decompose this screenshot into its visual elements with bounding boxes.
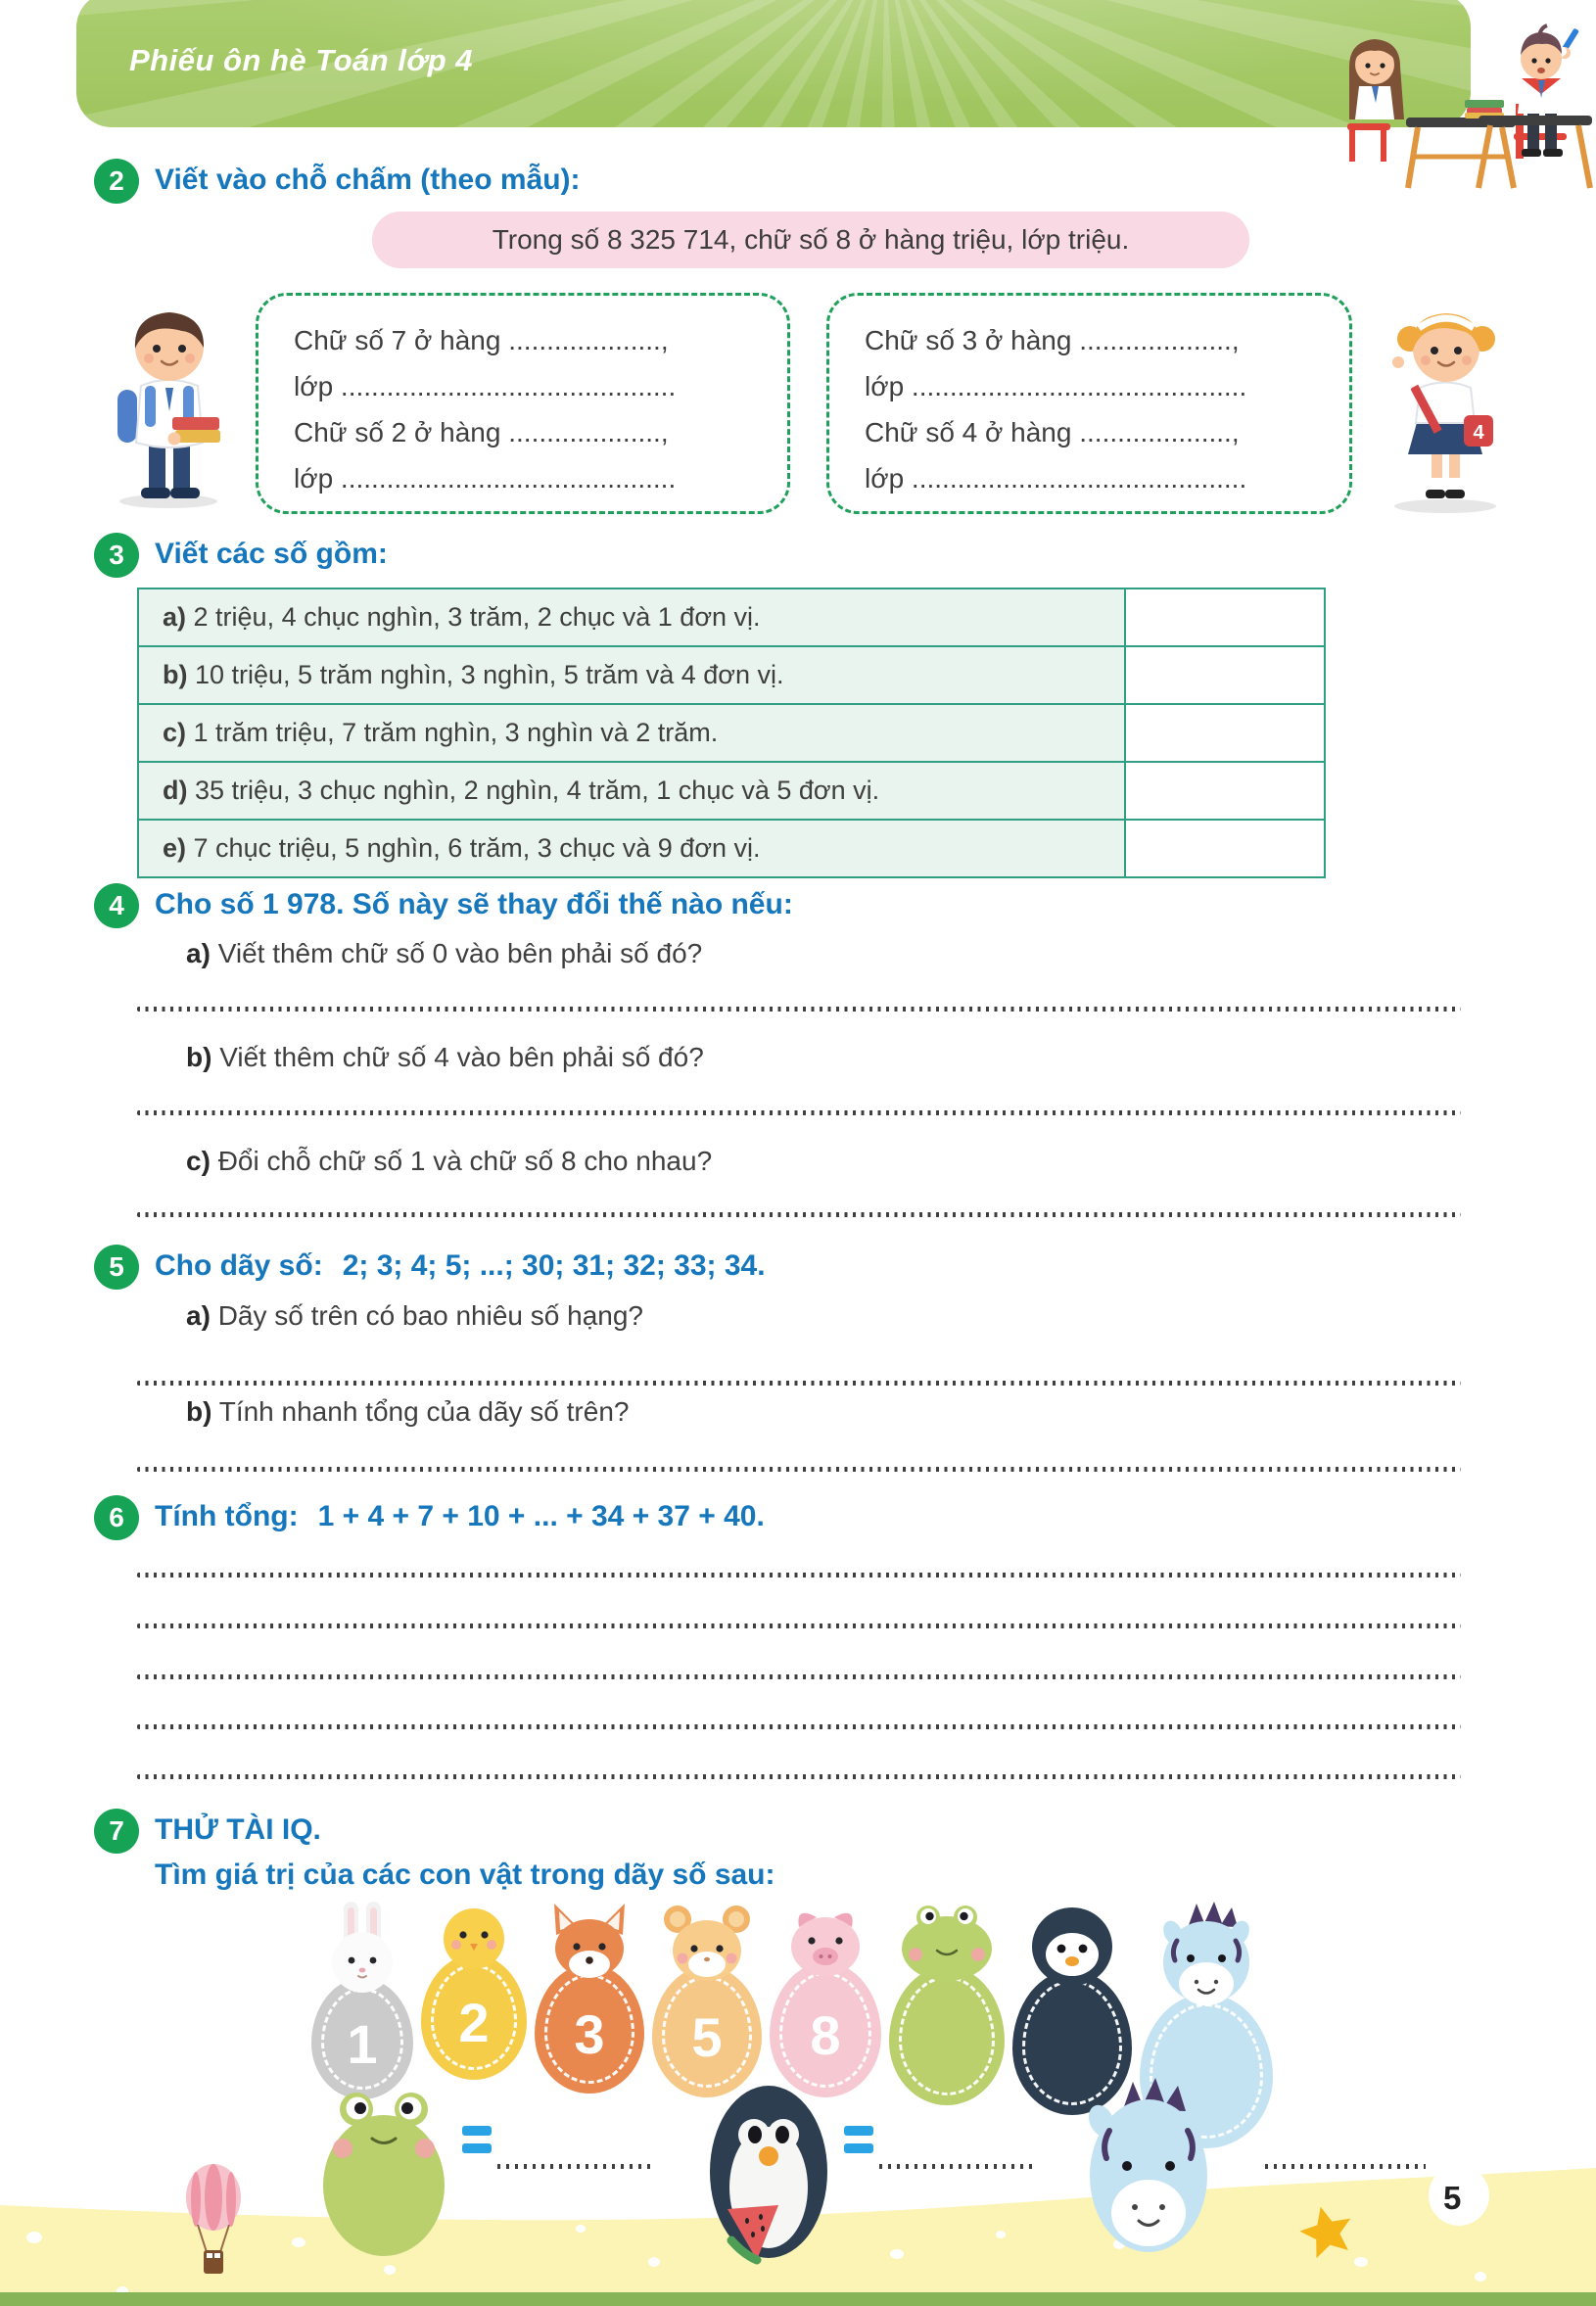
- exercise-7-title: THỬ TÀI IQ.: [155, 1813, 321, 1846]
- exercise-4-badge: 4: [94, 883, 139, 928]
- answer-line[interactable]: [137, 1007, 1461, 1012]
- star-icon: [1298, 2203, 1355, 2260]
- row-label: c): [163, 718, 187, 747]
- answer-line[interactable]: [137, 1573, 1461, 1577]
- exercise-2-title: Viết vào chỗ chấm (theo mẫu):: [155, 164, 581, 196]
- answer-cell[interactable]: [1125, 820, 1325, 877]
- fill-box-left[interactable]: [256, 293, 790, 514]
- exercise-3-title: Viết các số gồm:: [155, 538, 388, 570]
- row-text: 35 triệu, 3 chục nghìn, 2 nghìn, 4 trăm, 1 chục và 5 đơn vị.: [195, 776, 880, 805]
- animal-frog: [889, 1900, 1005, 2105]
- answer-dots[interactable]: [497, 2164, 652, 2169]
- answer-dots[interactable]: [1265, 2164, 1426, 2169]
- bottom-strip: [0, 2292, 1596, 2306]
- number-sequence: 2; 3; 4; 5; ...; 30; 31; 32; 33; 34.: [342, 1249, 766, 1282]
- answer-line[interactable]: [137, 1724, 1461, 1729]
- exercise-2-badge: 2: [94, 159, 139, 204]
- frog-icon: [315, 2084, 452, 2258]
- animal-pig: [770, 1900, 881, 2097]
- fill-line[interactable]: Chữ số 3 ở hàng ....................,: [865, 325, 1240, 355]
- answer-line[interactable]: [137, 1381, 1461, 1386]
- exercise-3-badge: 3: [94, 533, 139, 578]
- answer-line[interactable]: [137, 1774, 1461, 1779]
- row-label: e): [163, 833, 187, 863]
- girl-bag-label: 4: [1473, 422, 1484, 444]
- fill-line[interactable]: lớp ............................................: [865, 463, 1247, 494]
- example-box: Trong số 8 325 714, chữ số 8 ở hàng triệu, lớp triệu.: [372, 212, 1249, 268]
- animal-fox: [535, 1900, 644, 2094]
- question-5a: a) Dãy số trên có bao nhiêu số hạng?: [186, 1300, 643, 1331]
- watermelon-icon: [718, 2203, 786, 2266]
- table-row: [138, 646, 1325, 704]
- table-row: [138, 820, 1325, 877]
- question-4b: b) Viết thêm chữ số 4 vào bên phải số đó?: [186, 1042, 704, 1072]
- exercise-5-title: Cho dãy số: 2; 3; 4; 5; ...; 30; 31; 32; 33; 34.: [155, 1249, 766, 1282]
- zebra-icon: [1140, 1900, 1273, 2009]
- row-label: a): [163, 602, 187, 632]
- header-band: [76, 0, 1471, 127]
- exercise-5-badge: 5: [94, 1245, 139, 1290]
- hot-air-balloon-icon: [182, 2162, 245, 2280]
- answer-line[interactable]: [137, 1110, 1461, 1115]
- question-4c: c) Đổi chỗ chữ số 1 và chữ số 8 cho nhau?: [186, 1146, 713, 1176]
- animal-value-blank[interactable]: [889, 1966, 1005, 2105]
- row-text: 10 triệu, 5 trăm nghìn, 3 nghìn, 5 trăm và 4 đơn vị.: [195, 660, 784, 689]
- page-number: 5: [1443, 2180, 1462, 2216]
- answer-line[interactable]: [137, 1467, 1461, 1472]
- fox-icon: [535, 1900, 644, 1980]
- rabbit-icon: [311, 1900, 413, 1994]
- table-row: [138, 704, 1325, 762]
- pig-icon: [770, 1900, 881, 1978]
- fill-line[interactable]: lớp ............................................: [865, 371, 1247, 401]
- hamster-icon: [652, 1900, 762, 1982]
- page-title: Phiếu ôn hè Toán lớp 4: [129, 43, 474, 77]
- frog-icon: [889, 1900, 1005, 1982]
- exercise-7-subtitle: Tìm giá trị của các con vật trong dãy số sau:: [155, 1859, 775, 1891]
- fill-line[interactable]: lớp ............................................: [294, 463, 677, 494]
- exercise-4-title: Cho số 1 978. Số này sẽ thay đổi thế nào nếu:: [155, 888, 793, 920]
- animal-rabbit: [311, 1900, 413, 2099]
- animal-value: 2: [458, 1991, 490, 2053]
- sum-expression: 1 + 4 + 7 + 10 + ... + 34 + 37 + 40.: [317, 1500, 765, 1532]
- students-desk-illustration: [1320, 8, 1596, 196]
- row-text: 2 triệu, 4 chục nghìn, 3 trăm, 2 chục và 1 đơn vị.: [193, 602, 761, 632]
- exercise-6-title: Tính tổng: 1 + 4 + 7 + 10 + ... + 34 + 37 + 40.: [155, 1500, 765, 1532]
- exercise-6-badge: 6: [94, 1495, 139, 1540]
- answer-line[interactable]: [137, 1624, 1461, 1628]
- animal-value: 8: [810, 2003, 841, 2066]
- animal-hamster: [652, 1900, 762, 2097]
- fill-box-right[interactable]: [826, 293, 1352, 514]
- answer-cell[interactable]: [1125, 588, 1325, 646]
- fill-line[interactable]: Chữ số 4 ở hàng ....................,: [865, 417, 1240, 447]
- equals-sign: [462, 2123, 492, 2158]
- fill-line[interactable]: Chữ số 2 ở hàng ....................,: [294, 417, 669, 447]
- row-text: 7 chục triệu, 5 nghìn, 6 trăm, 3 chục và 9 đơn vị.: [193, 833, 761, 863]
- fill-line[interactable]: lớp ............................................: [294, 371, 677, 401]
- fill-line[interactable]: Chữ số 7 ở hàng ....................,: [294, 325, 669, 355]
- question-4a: a) Viết thêm chữ số 0 vào bên phải số đó?: [186, 938, 703, 968]
- chick-icon: [421, 1900, 527, 1970]
- equals-sign: [844, 2123, 873, 2158]
- table-row: [138, 762, 1325, 820]
- answer-dots[interactable]: [879, 2164, 1038, 2169]
- answer-cell[interactable]: [1125, 646, 1325, 704]
- animal-chick: [421, 1900, 527, 2080]
- animal-value: 5: [691, 2005, 723, 2068]
- answer-cell[interactable]: [1125, 704, 1325, 762]
- numbers-table: [137, 588, 1326, 878]
- row-text: 1 trăm triệu, 7 trăm nghìn, 3 nghìn và 2 trăm.: [193, 718, 719, 747]
- answer-line[interactable]: [137, 1212, 1461, 1217]
- question-5b: b) Tính nhanh tổng của dãy số trên?: [186, 1396, 630, 1427]
- row-label: b): [163, 660, 188, 689]
- animal-value: 3: [574, 2002, 605, 2065]
- answer-line[interactable]: [137, 1674, 1461, 1679]
- answer-cell[interactable]: [1125, 762, 1325, 820]
- table-row: [138, 588, 1325, 646]
- boy-character-illustration: [90, 294, 247, 509]
- penguin-icon: [1012, 1900, 1132, 1986]
- animal-value: 1: [347, 2012, 378, 2075]
- girl-character-illustration: [1363, 294, 1525, 514]
- exercise-7-badge: 7: [94, 1809, 139, 1854]
- zebra-icon: [1062, 2076, 1234, 2262]
- row-label: d): [163, 776, 188, 805]
